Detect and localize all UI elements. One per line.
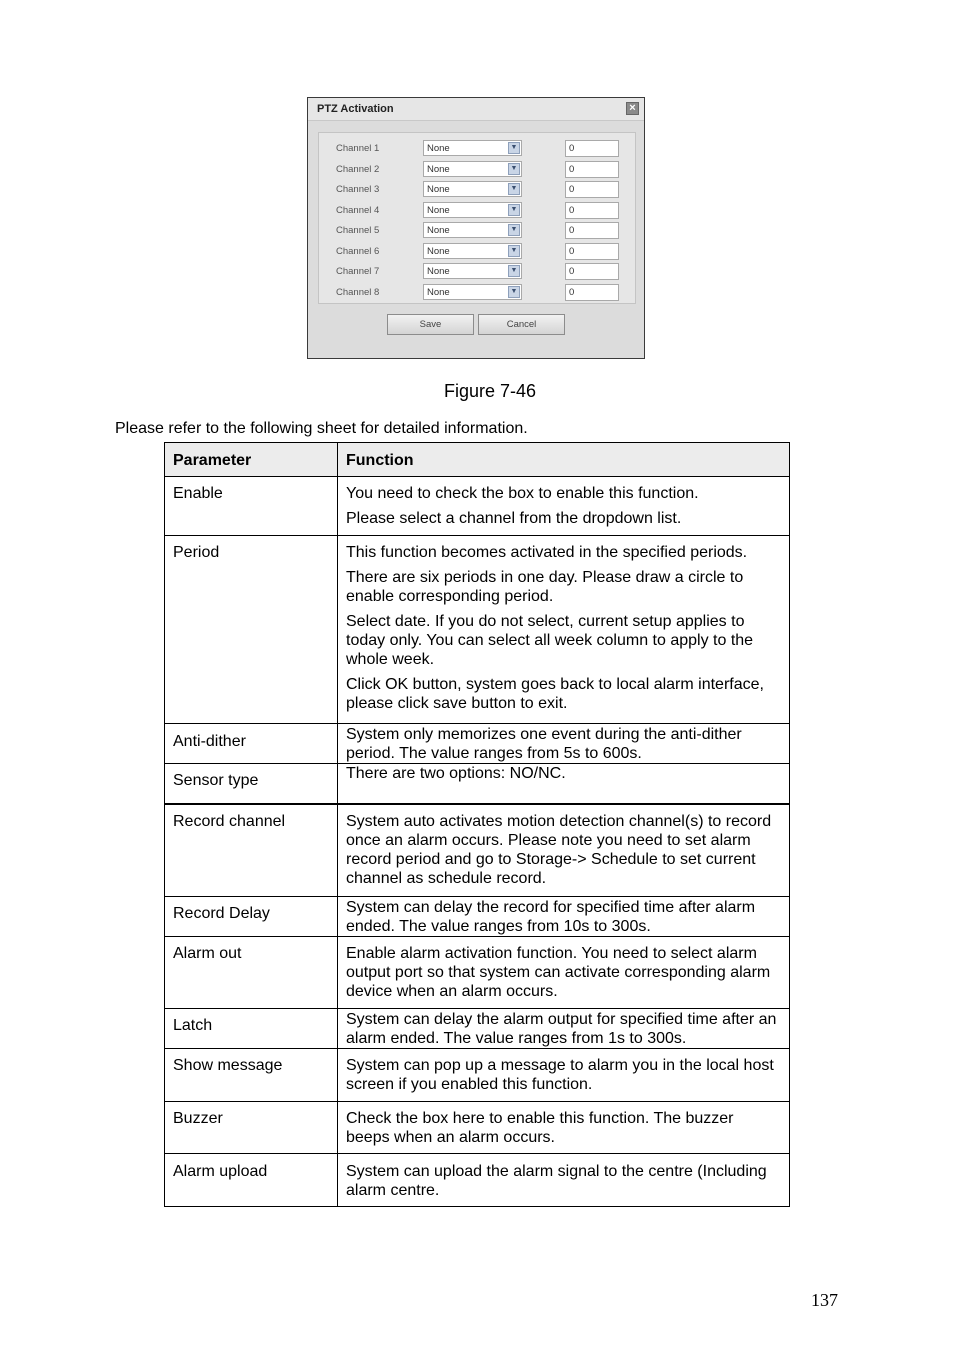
param-cell: Alarm upload [165,1154,338,1207]
channel-row [319,222,635,240]
channel-row [319,202,635,220]
function-text: System only memorizes one event during the anti-dither period. The value ranges from 5s to 600s. [346,726,742,762]
function-text: You need to check the box to enable this function. [346,485,699,502]
channel-row [319,263,635,281]
channel-type-select[interactable]: None ▼ [423,222,522,238]
channel-type-select[interactable]: None ▼ [423,284,522,300]
channel-value-input[interactable]: 0 [565,263,619,280]
function-cell [338,804,790,897]
function-cell [338,764,790,805]
param-cell: Sensor type [165,764,338,805]
channel-type-select[interactable]: None ▼ [423,181,522,197]
channel-value-input[interactable]: 0 [565,161,619,178]
channel-type-select[interactable]: None ▼ [423,202,522,218]
channel-value-input[interactable]: 0 [565,202,619,219]
chevron-down-icon[interactable]: ▼ [508,245,520,257]
cancel-button[interactable]: Cancel [478,314,565,335]
channel-label: Channel 2 [336,163,380,175]
figure-caption: Figure 7-46 [444,381,537,401]
function-text: There are two options: NO/NC. [346,765,566,782]
table-row [165,724,790,764]
intro-text: Please refer to the following sheet for detailed information. [115,420,528,437]
function-text: Please select a channel from the dropdown list. [346,510,682,527]
function-text: This function becomes activated in the specified periods. [346,544,748,561]
function-text: Click OK button, system goes back to local alarm interface, please click save button to exit. [346,676,764,712]
channel-type-select[interactable]: None ▼ [423,140,522,156]
channel-row [319,181,635,199]
function-cell [338,477,790,536]
chevron-down-icon[interactable]: ▼ [508,142,520,154]
channel-label: Channel 3 [336,184,380,195]
channel-value-input[interactable]: 0 [565,181,619,198]
function-cell [338,1102,790,1154]
function-text: There are six periods in one day. Please draw a circle to enable corresponding period. [346,569,744,605]
table-row [165,477,790,536]
chevron-down-icon[interactable]: ▼ [508,183,520,195]
channel-list [318,132,636,304]
function-cell [338,897,790,937]
table-row [165,1102,790,1154]
function-text: Check the box here to enable this function. The buzzer beeps when an alarm occurs. [346,1110,734,1146]
table-row [165,536,790,724]
param-cell: Enable [165,477,338,536]
channel-label: Channel 8 [336,286,380,298]
function-cell [338,724,790,764]
parameter-table [164,442,790,1207]
param-cell: Period [165,536,338,724]
function-text: System can delay the record for specified time after alarm ended. The value ranges from 10s to 300s. [346,899,756,935]
header-function: Function [338,443,790,477]
function-cell [338,1009,790,1049]
param-cell: Show message [165,1049,338,1102]
function-cell [338,1049,790,1102]
function-text: System can delay the alarm output for specified time after an alarm ended. The value ranges from 1s to 300s. [346,1011,777,1047]
channel-value-input[interactable]: 0 [565,284,619,301]
param-cell: Latch [165,1009,338,1049]
param-cell: Buzzer [165,1102,338,1154]
channel-row [319,284,635,302]
function-text: Enable alarm activation function. You need to select alarm output port so that system can activate corresponding alarm device when an alarm occurs. [346,945,771,1000]
function-text: System can upload the alarm signal to the centre (Including alarm centre. [346,1163,767,1199]
dialog-title: PTZ Activation [317,103,394,115]
function-cell [338,937,790,1009]
function-cell [338,1154,790,1207]
chevron-down-icon[interactable]: ▼ [508,204,520,216]
dialog-title-bar [308,98,644,121]
table-row [165,937,790,1009]
page-number: 137 [811,1290,838,1310]
param-cell: Alarm out [165,937,338,1009]
channel-type-select[interactable]: None ▼ [423,263,522,279]
close-icon[interactable]: × [626,102,639,115]
channel-row [319,243,635,261]
chevron-down-icon[interactable]: ▼ [508,163,520,175]
channel-value-input[interactable]: 0 [565,140,619,157]
table-row [165,804,790,897]
save-button[interactable]: Save [387,314,474,335]
param-cell: Record Delay [165,897,338,937]
table-row [165,1009,790,1049]
table-row [165,897,790,937]
chevron-down-icon[interactable]: ▼ [508,265,520,277]
chevron-down-icon[interactable]: ▼ [508,224,520,236]
table-row [165,764,790,805]
channel-type-select[interactable]: None ▼ [423,243,522,259]
channel-label: Channel 4 [336,204,380,216]
channel-type-select[interactable]: None ▼ [423,161,522,177]
channel-value-input[interactable]: 0 [565,243,619,260]
table-row [165,1049,790,1102]
channel-value-input[interactable]: 0 [565,222,619,239]
table-header-row [165,443,790,477]
channel-row [319,140,635,158]
channel-label: Channel 7 [336,266,380,277]
function-text: Select date. If you do not select, current setup applies to today only. You can select all week column to apply to the whole week. [346,613,754,668]
function-text: System can pop up a message to alarm you in the local host screen if you enabled this function. [346,1057,774,1093]
channel-label: Channel 6 [336,245,380,257]
channel-label: Channel 1 [336,143,380,154]
header-parameter: Parameter [165,443,338,477]
ptz-activation-dialog [307,97,645,359]
table-row [165,1154,790,1207]
param-cell: Anti-dither [165,724,338,764]
param-cell: Record channel [165,804,338,897]
channel-label: Channel 5 [336,225,380,236]
function-text: System auto activates motion detection channel(s) to record once an alarm occurs. Please note you need to set alarm record period and go to Storage-> Schedule to set current channel as schedule record. [346,813,772,887]
chevron-down-icon[interactable]: ▼ [508,286,520,298]
function-cell [338,536,790,724]
channel-row [319,161,635,179]
